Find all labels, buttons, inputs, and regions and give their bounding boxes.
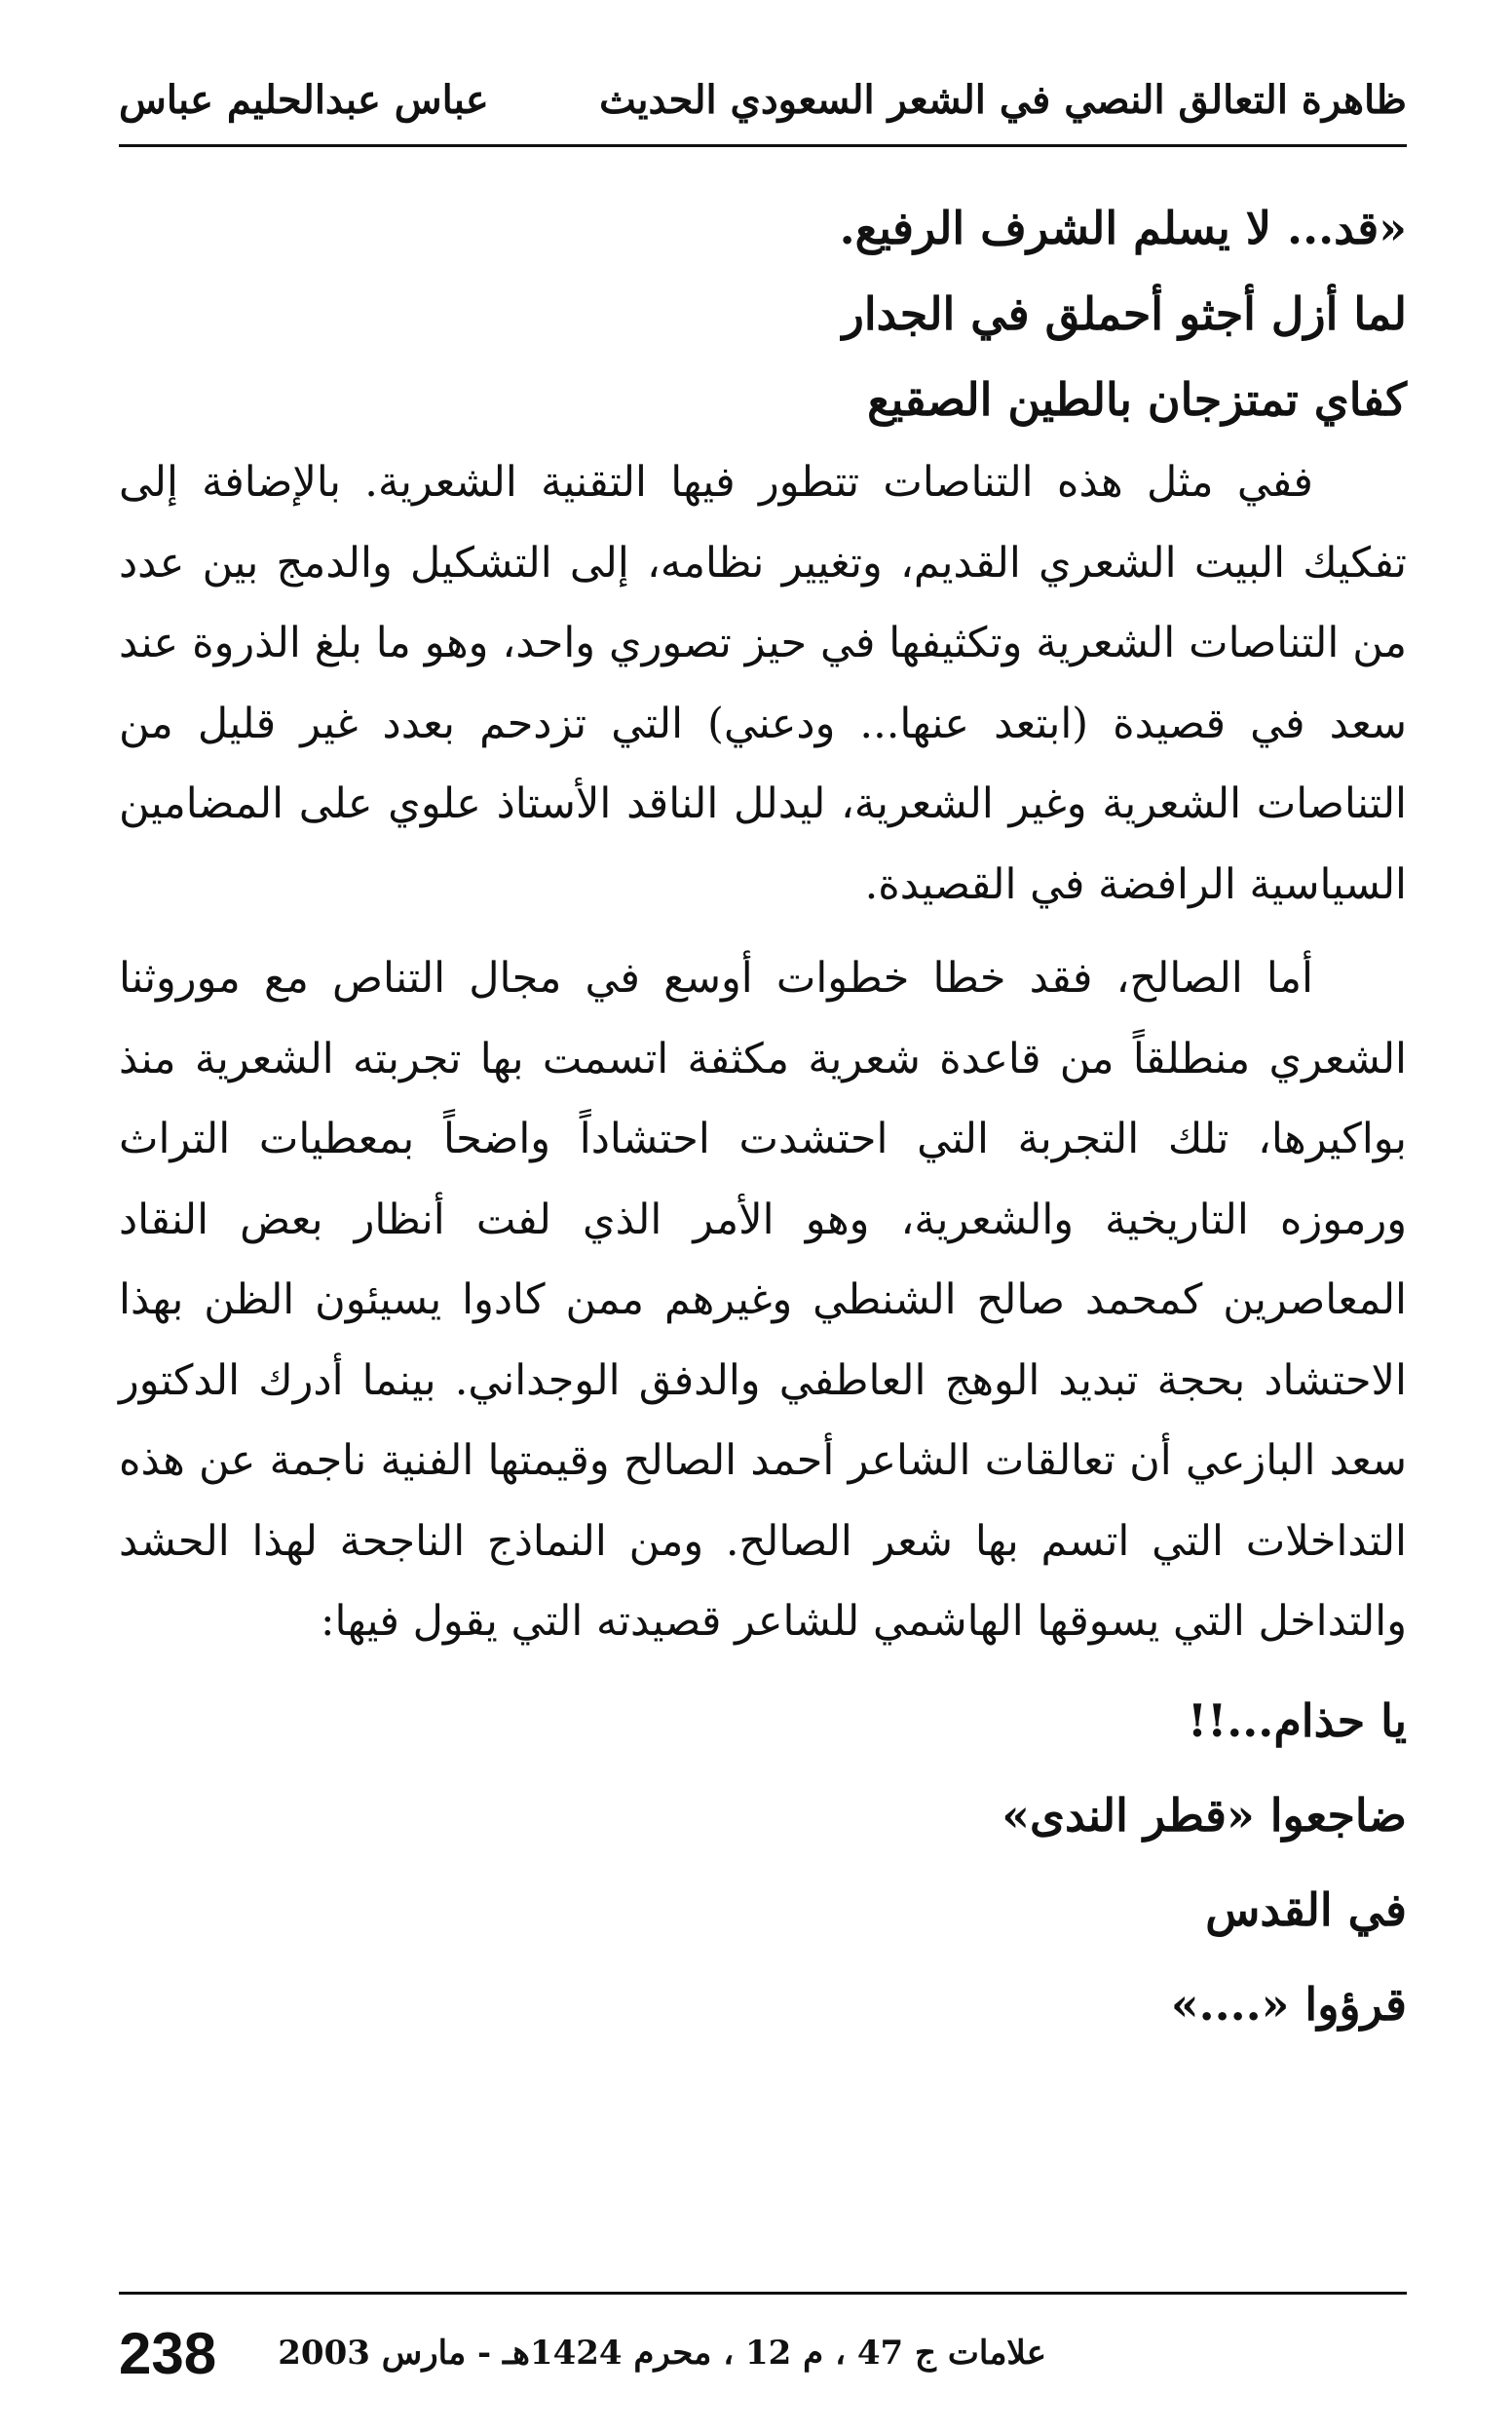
footer-divider bbox=[119, 2292, 1407, 2295]
running-header bbox=[119, 60, 1407, 138]
header-divider bbox=[119, 144, 1407, 147]
poem-line: ضاجعوا «قطر الندى» bbox=[1002, 1788, 1407, 1842]
body-paragraph: ففي مثل هذه التناصات تتطور فيها التقنية الشعرية. بالإضافة إلى تفكيك البيت الشعري القديم، وتغيير نظامه، إلى التشكيل والدمج بين عدد من التناصات الشعرية وتكثيفها في حيز تصوري واحد، وهو ما بلغ الذروة عند سعد في قصيدة (ابتعد عنها... ودعني) التي تزدحم بعدد غير قليل من التناصات الشعرية وغير الشعرية، ليدلل الناقد الأستاذ علوي على المضامين السياسية الرافضة في القصيدة. bbox=[119, 458, 1407, 909]
page-footer bbox=[119, 2309, 1407, 2397]
header-title: ظاهرة التعالق النصي في الشعر السعودي الحديث bbox=[599, 76, 1407, 123]
poem-line: يا حذام...!! bbox=[1187, 1693, 1407, 1747]
body-paragraph: أما الصالح، فقد خطا خطوات أوسع في مجال التناص مع موروثنا الشعري منطلقاً من قاعدة شعرية مكثفة اتسمت بها تجربته الشعرية منذ بواكيرها، تلك التجربة التي احتشدت احتشاداً واضحاً بمعطيات التراث ورموزه التاريخية والشعرية، وهو الأمر الذي لفت أنظار بعض النقاد المعاصرين كمحمد صالح الشنطي وغيرهم ممن كادوا يسيئون الظن بهذا الاحتشاد بحجة تبديد الوهج العاطفي والدفق الوجداني. بينما أدرك الدكتور سعد البازعي أن تعالقات الشاعر أحمد الصالح وقيمتها الفنية ناجمة عن هذه التداخلات التي اتسم بها شعر الصالح. ومن النماذج الناجحة لهذا الحشد والتداخل التي يسوقها الهاشمي للشاعر قصيدته التي يقول فيها: bbox=[119, 954, 1407, 1646]
poem-line: «قد... لا يسلم الشرف الرفيع. bbox=[839, 202, 1407, 254]
journal-info: علامات ج 47 ، م 12 ، محرم 1424هـ - مارس 2003 bbox=[278, 2334, 1046, 2373]
header-author: عباس عبدالحليم عباس bbox=[119, 76, 489, 123]
poem-excerpt-top bbox=[119, 185, 1407, 442]
poem-excerpt-bottom bbox=[119, 1674, 1407, 2052]
poem-line: لما أزل أجثو أحملق في الجدار bbox=[842, 287, 1407, 340]
page-body bbox=[119, 185, 1407, 2052]
poem-line: كفاي تمتزجان بالطين الصقيع bbox=[867, 373, 1407, 426]
poem-line: في القدس bbox=[1205, 1882, 1407, 1936]
poem-line: قرؤوا «....» bbox=[1170, 1977, 1407, 2031]
page-number: 238 bbox=[119, 2320, 217, 2386]
